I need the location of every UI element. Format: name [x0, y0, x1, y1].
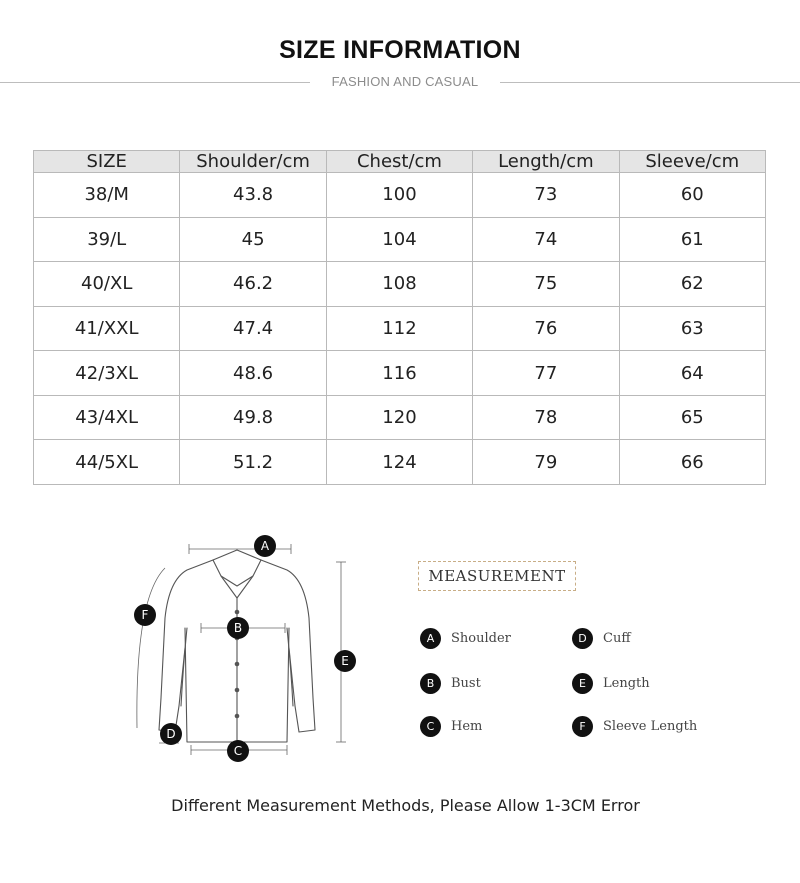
- table-row: [34, 217, 766, 262]
- table-cell: 76: [473, 306, 619, 351]
- table-cell: 74: [473, 217, 619, 262]
- marker-a: A: [254, 535, 276, 557]
- table-row: [34, 262, 766, 307]
- legend-item-cuff: [572, 627, 631, 649]
- table-cell: 104: [326, 217, 472, 262]
- table-cell: 49.8: [180, 395, 326, 440]
- table-cell: 60: [619, 173, 765, 218]
- table-cell: 39/L: [34, 217, 180, 262]
- legend-label: Length: [603, 675, 650, 691]
- size-table: [33, 150, 766, 485]
- table-cell: 44/5XL: [34, 440, 180, 485]
- legend-letter: D: [572, 628, 593, 649]
- table-row: [34, 351, 766, 396]
- table-cell: 79: [473, 440, 619, 485]
- measurement-error-note: Different Measurement Methods, Please Allow 1-3CM Error: [171, 796, 640, 815]
- marker-d: D: [160, 723, 182, 745]
- table-cell: 51.2: [180, 440, 326, 485]
- legend-label: Hem: [451, 718, 483, 734]
- table-cell: 41/XXL: [34, 306, 180, 351]
- legend-letter: B: [420, 673, 441, 694]
- table-cell: 40/XL: [34, 262, 180, 307]
- page-title: SIZE INFORMATION: [279, 36, 521, 64]
- page-subtitle: FASHION AND CASUAL: [331, 74, 479, 89]
- column-header: Sleeve/cm: [619, 151, 765, 173]
- table-cell: 61: [619, 217, 765, 262]
- legend-letter: C: [420, 716, 441, 737]
- legend-item-length: [572, 672, 650, 694]
- legend-item-shoulder: [420, 627, 511, 649]
- legend-item-bust: [420, 672, 481, 694]
- column-header: SIZE: [34, 151, 180, 173]
- table-cell: 78: [473, 395, 619, 440]
- column-header: Chest/cm: [326, 151, 472, 173]
- table-row: [34, 173, 766, 218]
- legend-item-sleeve-length: [572, 715, 697, 737]
- table-cell: 62: [619, 262, 765, 307]
- table-cell: 77: [473, 351, 619, 396]
- marker-c: C: [227, 740, 249, 762]
- table-cell: 46.2: [180, 262, 326, 307]
- legend-label: Cuff: [603, 630, 631, 646]
- table-cell: 100: [326, 173, 472, 218]
- marker-e: E: [334, 650, 356, 672]
- table-cell: 48.6: [180, 351, 326, 396]
- table-cell: 65: [619, 395, 765, 440]
- table-cell: 43/4XL: [34, 395, 180, 440]
- legend-label: Bust: [451, 675, 481, 691]
- table-cell: 73: [473, 173, 619, 218]
- marker-f: F: [134, 604, 156, 626]
- table-cell: 43.8: [180, 173, 326, 218]
- table-row: [34, 395, 766, 440]
- column-header: Shoulder/cm: [180, 151, 326, 173]
- table-cell: 108: [326, 262, 472, 307]
- legend-letter: E: [572, 673, 593, 694]
- table-cell: 112: [326, 306, 472, 351]
- table-cell: 63: [619, 306, 765, 351]
- table-row: [34, 306, 766, 351]
- table-cell: 38/M: [34, 173, 180, 218]
- marker-b: B: [227, 617, 249, 639]
- legend-letter: F: [572, 716, 593, 737]
- shirt-measurement-diagram: [125, 528, 365, 768]
- legend-label: Shoulder: [451, 630, 511, 646]
- legend-letter: A: [420, 628, 441, 649]
- table-cell: 42/3XL: [34, 351, 180, 396]
- table-cell: 124: [326, 440, 472, 485]
- table-cell: 64: [619, 351, 765, 396]
- table-cell: 75: [473, 262, 619, 307]
- table-cell: 47.4: [180, 306, 326, 351]
- table-row: [34, 440, 766, 485]
- legend-label: Sleeve Length: [603, 718, 698, 734]
- table-cell: 66: [619, 440, 765, 485]
- measurement-heading: MEASUREMENT: [418, 561, 576, 591]
- table-cell: 120: [326, 395, 472, 440]
- column-header: Length/cm: [473, 151, 619, 173]
- table-header-row: [34, 151, 766, 173]
- table-cell: 116: [326, 351, 472, 396]
- table-cell: 45: [180, 217, 326, 262]
- legend-item-hem: [420, 715, 482, 737]
